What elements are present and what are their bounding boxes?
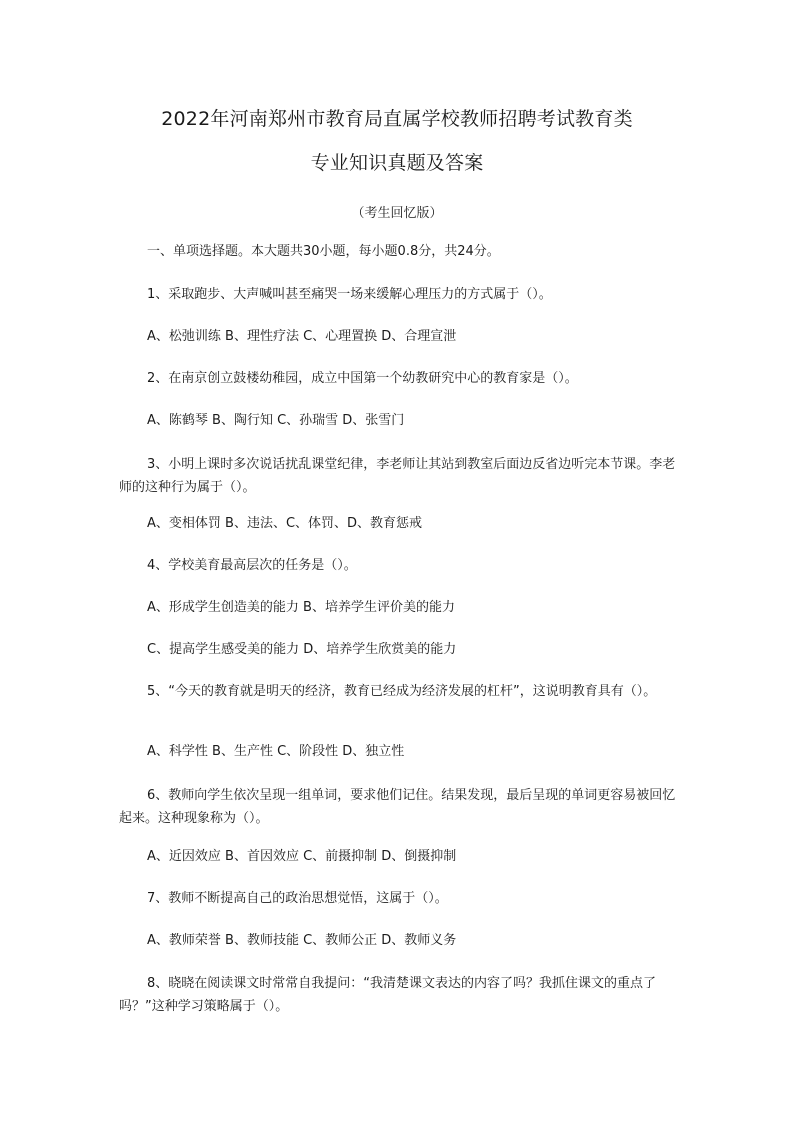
question-3-options: A、变相体罚 B、违法、C、体罚、D、教育惩戒 — [147, 516, 423, 531]
question-2-stem: 2、在南京创立鼓楼幼稚园，成立中国第一个幼教研究中心的教育家是（）。 — [147, 371, 578, 386]
question-7-options: A、教师荣誉 B、教师技能 C、教师公正 D、教师义务 — [147, 933, 457, 948]
question-3-stem: 3、小明上课时多次说话扰乱课堂纪律，李老师让其站到教室后面边反省边听完本节课。李老师的这种行为属于（）。 — [119, 457, 676, 495]
question-1-options: A、松弛训练 B、理性疗法 C、心理置换 D、合理宣泄 — [147, 329, 457, 344]
question-4-options-2: C、提高学生感受美的能力 D、培养学生欣赏美的能力 — [147, 642, 457, 657]
question-5-stem: 5、“今天的教育就是明天的经济，教育已经成为经济发展的杠杆”，这说明教育具有（）。 — [147, 684, 657, 699]
question-6-options: A、近因效应 B、首因效应 C、前摄抑制 D、倒摄抑制 — [147, 849, 457, 864]
question-7-stem: 7、教师不断提高自己的政治思想觉悟，这属于（）。 — [147, 891, 448, 906]
document-title-line-2: 专业知识真题及答案 — [310, 152, 484, 174]
section-heading: 一、单项选择题。本大题共30小题，每小题0.8分，共24分。 — [147, 244, 500, 259]
question-1-stem: 1、采取跑步、大声喊叫甚至痛哭一场来缓解心理压力的方式属于（）。 — [147, 287, 552, 302]
document-subtitle: （考生回忆版） — [351, 206, 443, 221]
question-6-stem: 6、教师向学生依次呈现一组单词，要求他们记住。结果发现，最后呈现的单词更容易被回忆起来。这种现象称为（）。 — [119, 788, 676, 826]
question-5-options: A、科学性 B、生产性 C、阶段性 D、独立性 — [147, 744, 405, 759]
document-title-line-1: 2022年河南郑州市教育局直属学校教师招聘考试教育类 — [161, 108, 633, 130]
question-4-stem: 4、学校美育最高层次的任务是（）。 — [147, 558, 357, 573]
question-4-options-1: A、形成学生创造美的能力 B、培养学生评价美的能力 — [147, 600, 455, 615]
question-8-stem: 8、晓晓在阅读课文时常常自我提问：“我清楚课文表达的内容了吗？我抓住课文的重点了吗？”这种学习策略属于（）。 — [119, 976, 657, 1014]
question-2-options: A、陈鹤琴 B、陶行知 C、孙瑞雪 D、张雪门 — [147, 413, 405, 428]
